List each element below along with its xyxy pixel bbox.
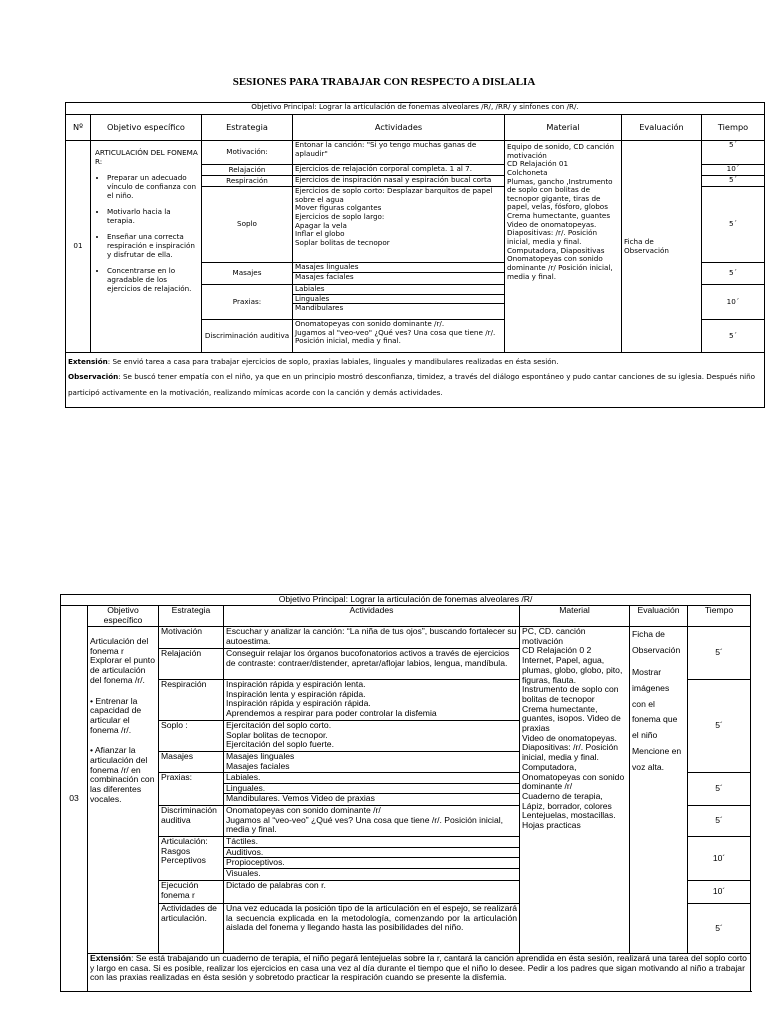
extension-label: Extensión xyxy=(68,357,108,366)
time-cell: 5´ xyxy=(702,263,765,285)
strategy-cell: Articulación: Rasgos Perceptivos xyxy=(159,837,224,881)
strategy-cell: Motivación xyxy=(159,627,224,649)
activity-line: Aprendemos a respirar para poder controlar la disfemia xyxy=(226,708,437,719)
observation-note xyxy=(68,369,762,400)
session-table-01 xyxy=(65,102,765,408)
material-item: Hojas practicas xyxy=(522,820,581,831)
evaluation-cell: Ficha de Observación xyxy=(622,141,702,353)
header-strategy: Estrategia xyxy=(159,606,224,627)
observation-label: Observación xyxy=(68,372,119,382)
strategy-cell: Masajes xyxy=(202,263,293,285)
material-item: Computadora, Diapositivas xyxy=(507,245,605,255)
header-number: Nº xyxy=(66,115,91,141)
activities-cell: Ejercicios de relajación corporal completa. 1 al 7. xyxy=(293,165,505,176)
activities-cell xyxy=(224,721,520,752)
material-cell xyxy=(520,627,630,954)
header-activities: Actividades xyxy=(224,606,520,627)
material-item: Video de onomatopeyas. xyxy=(522,732,617,743)
extension-label: Extensión xyxy=(90,953,132,963)
activity-line: Auditivos. xyxy=(224,847,519,858)
extension-note xyxy=(68,354,762,369)
strategy-cell: Soplo : xyxy=(159,721,224,752)
extension-note xyxy=(90,954,748,983)
specific-objective-item: • Enseñar una correcta respiración e inspiración y disfrutar de ella. xyxy=(107,233,199,259)
material-item: Equipo de sonido, CD canción motivación xyxy=(507,142,615,160)
specific-objective-item: Articulación del fonema r Explorar el punto de articulación del fonema /r/. xyxy=(90,636,155,685)
specific-objectives xyxy=(91,141,202,353)
time-cell: 5´ xyxy=(688,680,751,773)
specific-objective-item: • Preparar un adecuado vínculo de confianza con el niño. xyxy=(107,174,199,200)
strategy-cell: Relajación xyxy=(159,649,224,680)
table2-header-row xyxy=(61,606,751,627)
material-item: Onomatopeyas con sonido dominante /r/ Posición inicial, media y final. xyxy=(507,254,613,281)
activities-cell xyxy=(293,285,505,320)
activities-cell: Escuchar y analizar la canción: “La niña de tus ojos”, buscando fortalecer su autoestima. xyxy=(224,627,520,649)
time-cell: 10´ xyxy=(688,837,751,881)
document-title: SESIONES PARA TRABAJAR CON RESPECTO A DISLALIA xyxy=(232,76,536,88)
table1-header-row xyxy=(66,115,765,141)
activities-cell: Conseguir relajar los órganos bucofonatorios activos a través de ejercicios de contraste: contraer/distender, apretar/aflojar labios, lengua, mandíbula. xyxy=(224,649,520,680)
specific-objective-item: • Concentrarse en lo agradable de los ejercicios de relajación. xyxy=(107,267,199,293)
header-specific-objective: Objetivo específico xyxy=(88,606,159,627)
header-evaluation: Evaluación xyxy=(630,606,688,627)
activities-cell xyxy=(224,837,520,881)
activity-line: Masajes faciales xyxy=(293,272,504,282)
activity-line: Inspiración rápida y espiración rápida. xyxy=(226,698,371,709)
strategy-cell: Praxias: xyxy=(202,285,293,320)
activity-line: Onomatopeyas con sonido dominante /r/. xyxy=(295,319,445,328)
activity-line: Soplar bolitas de tecnopor. xyxy=(226,729,328,740)
activity-line: Inspiración rápida y espiración lenta. xyxy=(226,679,366,689)
specific-objective-item: • Afianzar la articulación del fonema /r/ en combinación con las diferentes vocales. xyxy=(90,745,155,804)
time-cell: 5´ xyxy=(688,806,751,837)
activity-line: Ejercicios de soplo corto: Desplazar barquitos de papel sobre el agua xyxy=(295,186,493,204)
extension-text: : Se envió tarea a casa para trabajar ejercicios de soplo, praxias labiales, linguales y mandibulares realizadas en ésta sesión. xyxy=(107,357,559,366)
strategy-cell: Respiración xyxy=(159,680,224,721)
material-item: PC, CD. canción motivación xyxy=(522,626,586,646)
time-cell: 5´ xyxy=(688,627,751,680)
session-number: 03 xyxy=(61,606,88,992)
extension-text: : Se está trabajando un cuaderno de terapia, el niño pegará lentejuelas sobre la r, cantará la canción aprendida en ésta sesión, realizará una tarea del soplo corto y largo en casa. Si es posible, realizar los ejercicios en casa una vez al día durante el tiempo que el niño lo desee. Pedir a los padres que sigan motivando al niño a trabajar con las praxias realizadas en ésta sesión y sobretodo practicar la respiración cuando se presente la disfemia. xyxy=(90,953,747,983)
activities-cell xyxy=(293,320,505,353)
activity-line: Mandibulares xyxy=(293,303,504,313)
activity-line: Jugamos al "veo-veo" ¿Qué ves? Una cosa que tiene /r/. Posición inicial, media y final. xyxy=(295,327,496,346)
header-time: Tiempo xyxy=(702,115,765,141)
header-evaluation: Evaluación xyxy=(622,115,702,141)
time-cell: 5´ xyxy=(702,187,765,263)
activity-line: Ejercitación del soplo fuerte. xyxy=(226,739,334,750)
material-item: Instrumento de soplo con bolitas de tecnopor xyxy=(522,684,619,704)
strategy-cell: Praxias: xyxy=(159,773,224,806)
specific-objective-item: • Entrenar la capacidad de articular el fonema /r/. xyxy=(90,695,142,735)
activities-cell xyxy=(224,773,520,806)
material-item: Internet, Papel, agua, plumas, globo, globo, pito, figuras, flauta. xyxy=(522,655,623,685)
activity-line: Linguales xyxy=(293,294,504,304)
strategy-cell: Soplo xyxy=(202,187,293,263)
activity-line: Masajes linguales xyxy=(295,262,359,271)
strategy-cell: Masajes xyxy=(159,752,224,773)
observation-text: : Se buscó tener empatía con el niño, ya que en un principio mostró desconfianza, timidez, a través del diálogo espontáneo y pudo cantar canciones de su iglesia. Después niño participó activamente en la motivación, realizando mímicas acorde con la canción y demás actividades. xyxy=(68,372,756,397)
session-table-03 xyxy=(60,594,751,992)
material-item: Video de onomatopeyas. xyxy=(507,219,597,229)
material-item: Crema humectante, guantes xyxy=(507,211,611,221)
notes-cell xyxy=(88,954,751,992)
activities-cell xyxy=(224,752,520,773)
evaluation-item: Ficha de Observación xyxy=(632,629,681,655)
specific-objective-title: ARTICULACIÓN DEL FONEMA R: xyxy=(95,148,198,166)
activity-line: Mover figuras colgantes xyxy=(295,203,382,213)
header-time: Tiempo xyxy=(688,606,751,627)
specific-objective-item: • Motivarlo hacia la terapia. xyxy=(107,208,199,225)
material-item: Crema humectante, guantes, isopos. Video de praxias xyxy=(522,703,621,734)
strategy-cell: Actividades de articulación. xyxy=(159,904,224,954)
strategy-cell: Ejecución fonema r xyxy=(159,881,224,904)
activity-line: Propioceptivos. xyxy=(224,857,519,868)
activity-line: Labiales xyxy=(295,284,325,293)
activities-cell xyxy=(293,263,505,285)
session-number: 01 xyxy=(66,141,91,353)
header-material: Material xyxy=(520,606,630,627)
activities-cell xyxy=(224,806,520,837)
activity-line: Visuales. xyxy=(224,868,519,879)
material-item: Diapositivas: /r/. Posición inicial, media y final. xyxy=(522,742,618,763)
time-cell: 10´ xyxy=(702,165,765,176)
table2-objective: Objetivo Principal: Lograr la articulación de fonemas alveolares /R/ xyxy=(61,595,751,606)
activity-line: Apagar la vela xyxy=(295,220,347,230)
time-cell: 5´ xyxy=(688,773,751,806)
time-cell: 10´ xyxy=(702,285,765,320)
strategy-cell: Respiración xyxy=(202,176,293,187)
activities-cell: Entonar la canción: "Si yo tengo muchas ganas de aplaudir" xyxy=(293,141,505,165)
activities-cell xyxy=(224,680,520,721)
header-strategy: Estrategia xyxy=(202,115,293,141)
time-cell: 5´ xyxy=(702,320,765,353)
activity-line: Labiales. xyxy=(226,772,261,782)
material-item: CD Relajación 0 2 xyxy=(522,645,592,656)
evaluation-item: Mostrar imágenes con el fonema que el niño Mencione en voz alta. xyxy=(632,666,682,773)
material-item: Cuaderno de terapia, Lápiz, borrador, colores xyxy=(522,790,612,811)
table1-objective: Objetivo Principal: Lograr la articulación de fonemas alveolares /R/, /RR/ y sinfones con /R/. xyxy=(66,103,765,115)
material-item: Lentejuelas, mostacillas. xyxy=(522,810,616,821)
header-material: Material xyxy=(505,115,622,141)
material-item: Onomatopeyas con sonido dominante /r/ xyxy=(522,771,625,792)
specific-objectives xyxy=(88,627,159,954)
material-item: CD Relajación 01 xyxy=(507,159,569,169)
material-item: Computadora, xyxy=(522,761,577,772)
material-item: Plumas, gancho ,Instrumento de soplo con bolitas de tecnopor gigante, tiras de papel, velas, fósforo, globos xyxy=(507,176,613,212)
time-cell: 5´ xyxy=(702,141,765,165)
activity-line: Inspiración lenta y espiración rápida. xyxy=(226,688,366,699)
activity-line: Soplar bolitas de tecnopor xyxy=(295,237,390,247)
material-cell xyxy=(505,141,622,353)
time-cell: 5´ xyxy=(702,176,765,187)
activity-line: Mandibulares. Vemos Video de praxias xyxy=(224,793,519,804)
activity-line: Jugamos al “veo-veo” ¿Qué ves? Una cosa que tiene /r/. Posición inicial, media y final. xyxy=(226,814,504,835)
activities-cell: Dictado de palabras con r. xyxy=(224,881,520,904)
activities-cell: Ejercicios de inspiración nasal y espiración bucal corta xyxy=(293,176,505,187)
activity-line: Linguales. xyxy=(224,783,519,794)
time-cell: 10´ xyxy=(688,881,751,904)
activity-line: Onomatopeyas con sonido dominante /r/ xyxy=(226,805,381,815)
material-item: Colchoneta xyxy=(507,167,548,177)
header-activities: Actividades xyxy=(293,115,505,141)
notes-cell xyxy=(66,353,765,408)
activity-line: Inflar el globo xyxy=(295,229,345,239)
activity-line: Táctiles. xyxy=(226,836,258,846)
activity-line: Ejercitación del soplo corto. xyxy=(226,720,332,730)
strategy-cell: Discriminación auditiva xyxy=(159,806,224,837)
strategy-cell: Relajación xyxy=(202,165,293,176)
strategy-cell: Motivación: xyxy=(202,141,293,165)
material-item: Diapositivas: /r/. Posición inicial, media y final. xyxy=(507,228,598,247)
evaluation-cell xyxy=(630,627,688,954)
activity-line: Ejercicios de soplo largo: xyxy=(295,211,385,221)
strategy-cell: Discriminación auditiva xyxy=(202,320,293,353)
header-specific-objective: Objetivo específico xyxy=(91,115,202,141)
activities-cell: Una vez educada la posición tipo de la articulación en el espejo, se realizará la secuencia explicada en la metodología, comenzando por la articulación aislada del fonema y llegando hasta las posibilidades del niño. xyxy=(224,904,520,954)
activity-line: Masajes linguales xyxy=(226,751,295,761)
time-cell: 5´ xyxy=(688,904,751,954)
activity-line: Masajes faciales xyxy=(226,760,290,771)
activities-cell xyxy=(293,187,505,263)
